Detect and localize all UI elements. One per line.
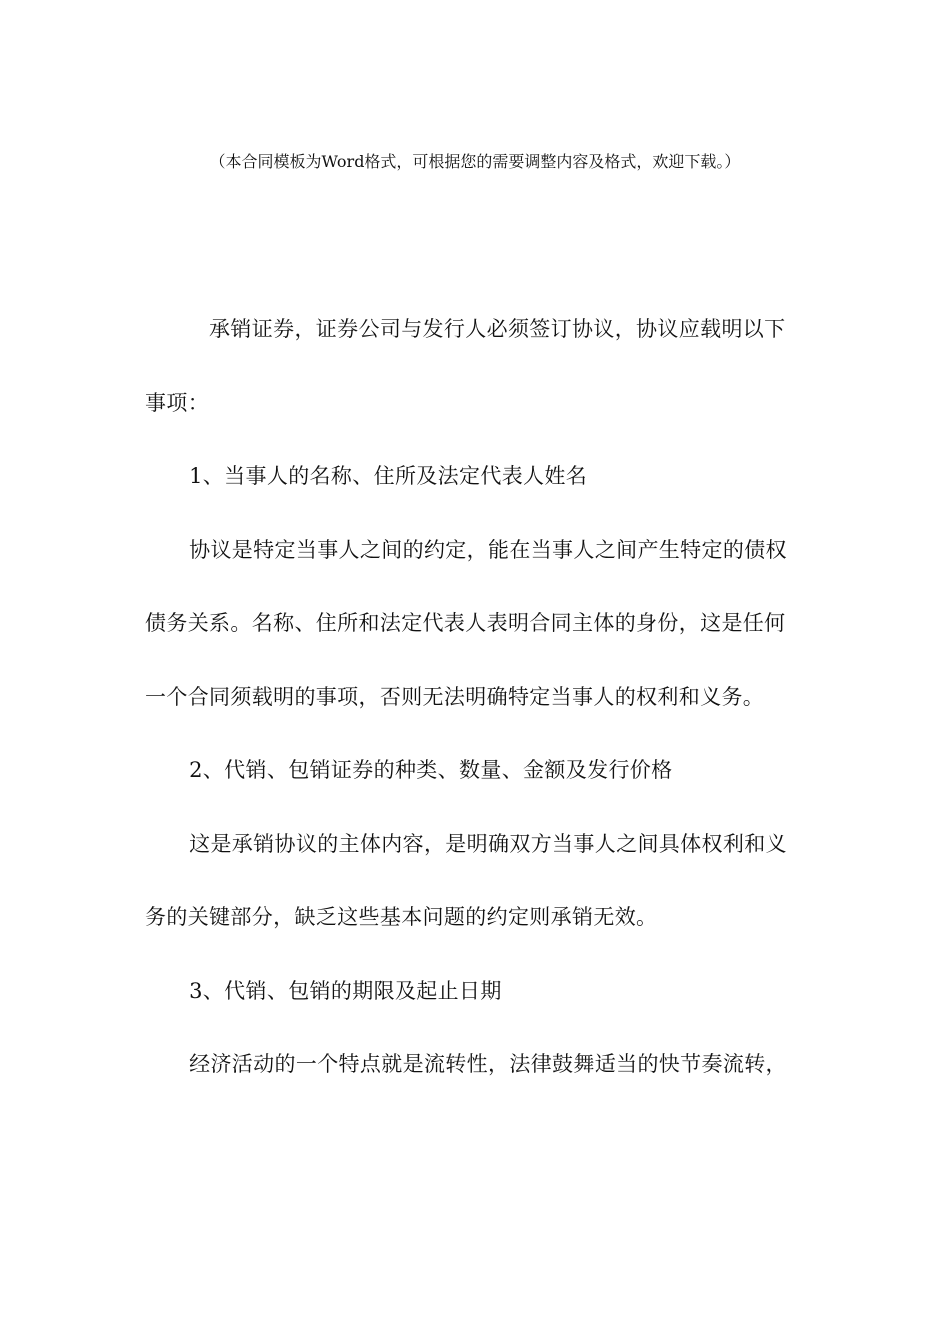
item-3-heading: 3、代销、包销的期限及起止日期 [189,978,502,1003]
template-note: （本合同模板为Word格式，可根据您的需要调整内容及格式，欢迎下载。） [209,152,741,171]
item-3-paragraph: 经济活动的一个特点就是流转性，法律鼓舞适当的快节奏流转， [189,1052,787,1076]
item-2-heading: 2、代销、包销证券的种类、数量、金额及发行价格 [189,758,673,782]
item-2-paragraph: 这是承销协议的主体内容，是明确双方当事人之间具体权利和义务的关键部分，缺乏这些基本问题的约定则承销无效。 [145,831,787,929]
document-body [145,293,805,1102]
item-1-paragraph: 协议是特定当事人之间的约定，能在当事人之间产生特定的债权债务关系。名称、住所和法定代表人表明合同主体的身份，这是任何一个合同须载明的事项，否则无法明确特定当事人的权利和义务。 [145,537,787,709]
intro-paragraph: 承销证券，证券公司与发行人必须签订协议，协议应载明以下事项： [145,317,786,415]
item-1-heading: 1、当事人的名称、住所及法定代表人姓名 [189,464,588,488]
